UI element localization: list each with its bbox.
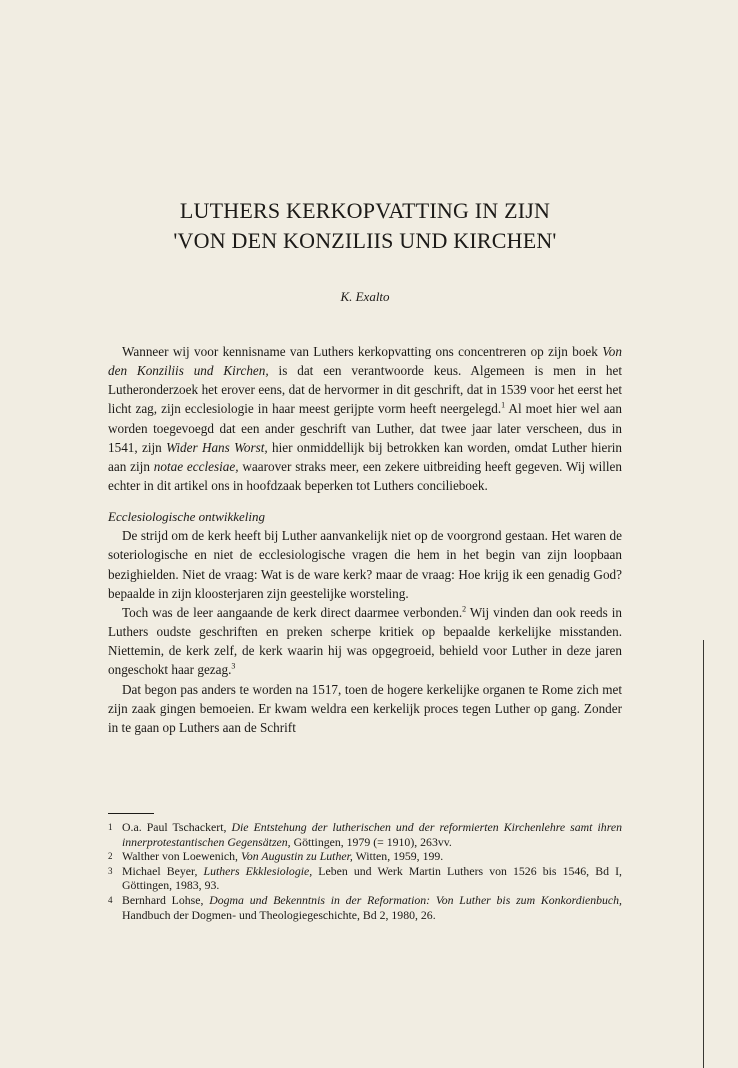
footnote-ref-3[interactable]: 3 <box>231 661 236 671</box>
title-line-1: LUTHERS KERKOPVATTING IN ZIJN <box>179 198 551 223</box>
footnote-text: O.a. Paul Tschackert, Die Entstehung der lutherischen und der reformierten Kirchenlehre samt ihren innerprotestantischen Gegensätzen, Göttingen, 1979 (= 1910), 263vv. <box>122 820 622 849</box>
scan-edge-line <box>703 640 704 1068</box>
footnote-number: 2 <box>108 851 113 862</box>
footnote-item <box>108 820 622 849</box>
footnote-item <box>108 849 622 864</box>
article-title <box>108 196 622 256</box>
term-notae-ecclesiae: notae ecclesiae, <box>153 458 239 474</box>
section-heading: Ecclesiologische ontwikkeling <box>108 509 266 525</box>
book-title-konziliis: Von den Konziliis und Kirchen, <box>108 344 622 379</box>
book-title-hans-worst: Wider Hans Worst, <box>166 439 268 455</box>
paragraph-2: De strijd om de kerk heeft bij Luther aanvankelijk niet op de voorgrond gestaan. Het waren de soteriologische en niet de ecclesiologische vragen die hem in het begin van zijn loopbaan bezighielden. Niet de vraag: Wat is de ware kerk? maar de vraag: Hoe krijg ik een genadig God? bepaalde in zijn kloosterjaren zijn geestelijke worsteling. <box>108 528 622 601</box>
paragraph-4: Dat begon pas anders te worden na 1517, toen de hogere kerkelijke organen te Rome zich met zijn zaak gingen bemoeien. Er kwam weldra een kerkelijk proces tegen Luther op gang. Zonder in te gaan op Luthers aan de Schrift <box>108 681 622 735</box>
paragraph-3: Toch was de leer aangaande de kerk direct daarmee verbonden.$^2$ Wij vinden dan ook reeds in Luthers oudste geschriften en preken scherpe kritiek op bepaalde kerkelijke misstanden. Niettemin, de kerk zelf, de kerk waarin hij was opgegroeid, behield voor Luther in deze jaren ongeschokt haar gezag.$^3$ <box>108 604 623 678</box>
footnote-rule <box>108 813 154 814</box>
title-line-2: 'VON DEN KONZILIIS UND KIRCHEN' <box>173 228 557 253</box>
footnote-number: 4 <box>108 894 113 905</box>
article-body <box>108 342 622 737</box>
paragraph-intro: Wanneer wij voor kennisname van Luthers kerkopvatting ons concentreren op zijn boek Von den Konziliis und Kirchen, is dat een verantwoorde keus. Algemeen is men in het Lutheronderzoek het erover eens, dat de hervormer in dit geschrift, dat in 1539 voor het eerst het licht zag, zijn ecclesiologie in haar meest gerijpte vorm heeft neergelegd.$^1$ Al moet hier wel aan worden toegevoegd dat een ander geschrift van Luther, dat twee jaar later verscheen, dus in 1541, zijn Wider Hans Worst, hier onmiddellijk bij betrokken kan worden, omdat Luther hierin aan zijn notae ecclesiae, waarover straks meer, een zekere uitbreiding heeft gegeven. Wij willen echter in dit artikel ons in hoofdzaak beperken tot Luthers concilieboek. <box>108 344 623 494</box>
footnotes <box>108 820 622 922</box>
footnote-item <box>108 893 622 922</box>
author-name: K. Exalto <box>340 289 390 304</box>
footnote-text: Bernhard Lohse, Dogma und Bekenntnis in der Reformation: Von Luther bis zum Konkordienbuch, Handbuch der Dogmen- und Theologiegeschichte, Bd 2, 1980, 26. <box>122 892 622 922</box>
footnote-text: Walther von Loewenich, Von Augustin zu Luther, Witten, 1959, 199. <box>122 849 444 864</box>
footnote-number: 1 <box>108 822 113 832</box>
footnote-number: 3 <box>108 865 113 876</box>
footnote-ref-1[interactable]: 1 <box>501 401 506 411</box>
footnote-text: Michael Beyer, Luthers Ekklesiologie, Leben und Werk Martin Luthers von 1526 bis 1546, Bd I, Göttingen, 1983, 93. <box>122 863 622 893</box>
footnote-item <box>108 864 622 893</box>
footnote-ref-2[interactable]: 2 <box>462 604 467 614</box>
